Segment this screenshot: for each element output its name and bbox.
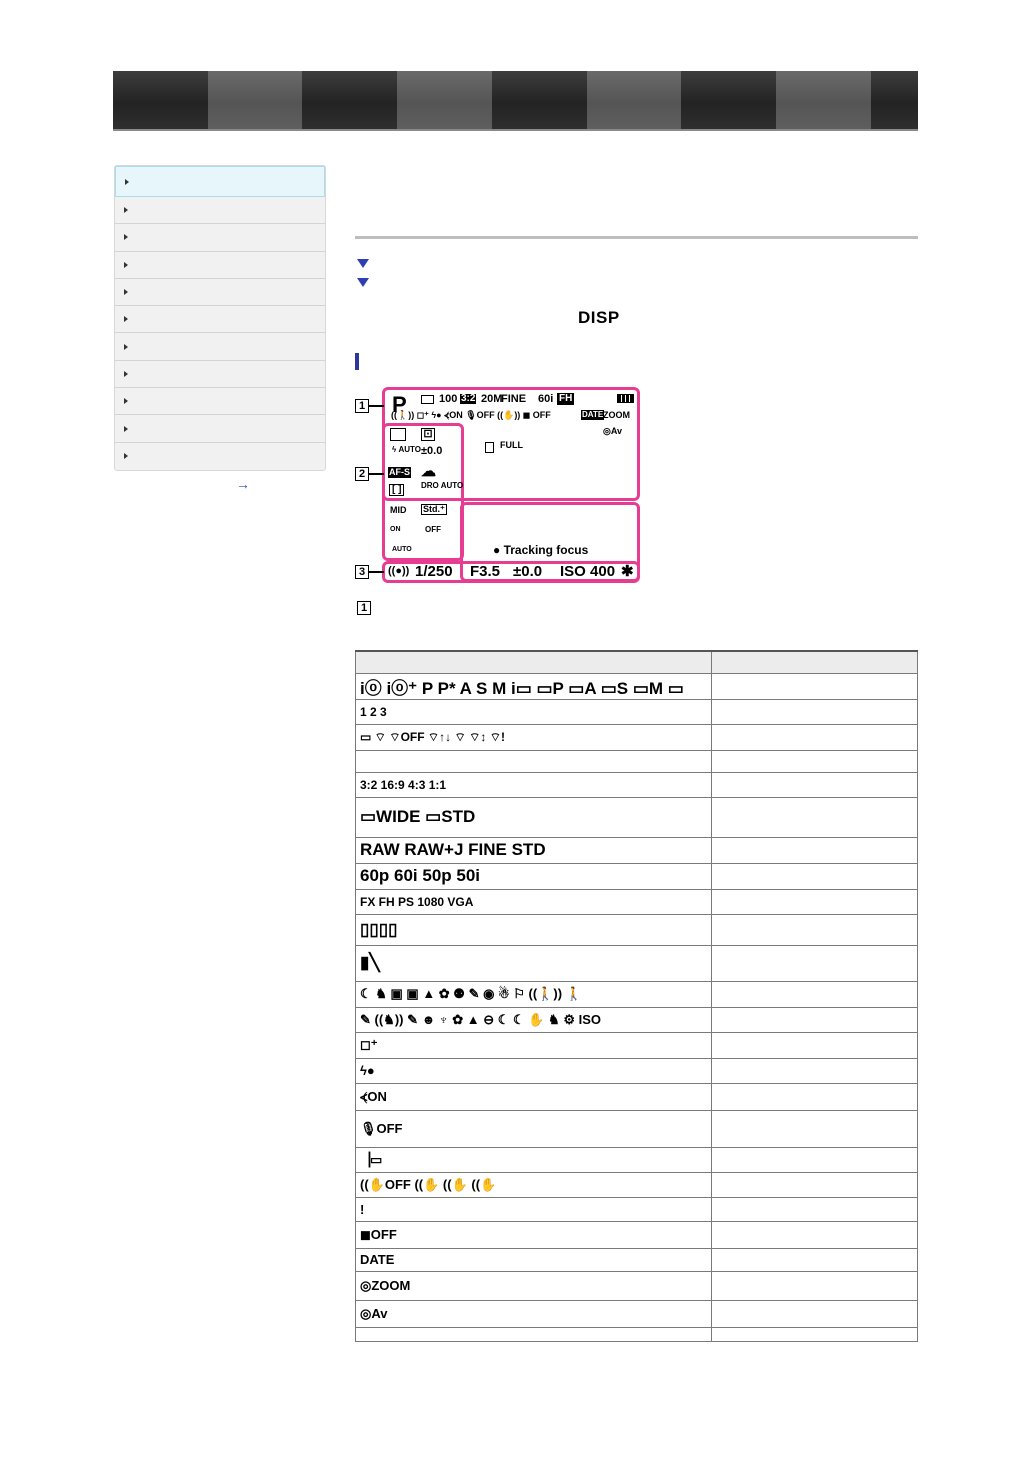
focus-area: [ ]	[389, 484, 404, 496]
icon-cell: !	[356, 1197, 712, 1221]
icon-cell: ▮╲	[356, 945, 712, 981]
description-cell	[711, 772, 917, 797]
dro-icon: DRO AUTO	[421, 481, 464, 490]
callout-leader	[369, 473, 384, 475]
table-row	[356, 837, 918, 863]
description-cell	[711, 1147, 917, 1172]
icon-cell: ◎Av	[356, 1300, 712, 1327]
callout-number: 1	[357, 601, 371, 615]
icon-cell: 60p 60i 50p 50i	[356, 863, 712, 889]
battery-icon	[617, 394, 634, 403]
shutter-speed: 1/250	[415, 563, 453, 580]
picture-effect: OFF	[425, 525, 441, 534]
description-cell	[711, 1221, 917, 1248]
table-row	[356, 1032, 918, 1058]
icon-cell: DATE	[356, 1248, 712, 1271]
icon-cell: ϟ●	[356, 1058, 712, 1083]
description-cell	[711, 750, 917, 772]
callout-number: 2	[355, 467, 369, 481]
tracking-focus: ● Tracking focus	[493, 543, 589, 557]
disp-button-label: DISP	[578, 308, 620, 327]
icon-cell: FX FH PS 1080 VGA	[356, 889, 712, 914]
iso-value: ISO 400	[560, 563, 616, 580]
table-header-row	[356, 651, 918, 673]
card-warning-icon	[485, 442, 494, 453]
aspect-ratio: 3:2	[461, 393, 476, 404]
icon-cell: ◼OFF	[356, 1221, 712, 1248]
icon-cell: ▕▭	[356, 1147, 712, 1172]
banner-segment	[113, 71, 208, 129]
description-cell	[711, 797, 917, 837]
banner-segment	[681, 71, 776, 129]
description-cell	[711, 1110, 917, 1147]
sidebar-item[interactable]	[115, 388, 325, 415]
header-banner	[113, 71, 918, 131]
description-cell	[711, 1032, 917, 1058]
aperture: F3.5	[470, 563, 501, 580]
banner-segment	[587, 71, 682, 129]
table-row	[356, 797, 918, 837]
table-row	[356, 1327, 918, 1341]
jump-link-icon[interactable]	[357, 278, 369, 287]
smart-zoom: ZOOM	[603, 410, 630, 420]
frame-rate: 60i	[538, 393, 554, 405]
description-cell	[711, 1007, 917, 1032]
icon-cell: ▭WIDE ▭STD	[356, 797, 712, 837]
icon-cell: ▭ ⌔ ⌔OFF ⌔↑↓ ⌔ ⌔↕ ⌔!	[356, 724, 712, 750]
movie-size: FH	[559, 393, 573, 404]
image-count: 100	[439, 393, 458, 405]
table-row	[356, 724, 918, 750]
table-row	[356, 1058, 918, 1083]
callout-number: 3	[355, 565, 369, 579]
callout-number: 1	[355, 399, 369, 413]
image-size: 20M	[481, 393, 503, 405]
section-heading-marker	[355, 353, 359, 370]
description-cell	[711, 1197, 917, 1221]
icon-cell: ⦓ON	[356, 1083, 712, 1110]
description-cell	[711, 699, 917, 724]
icon-cell: ◻⁺	[356, 1032, 712, 1058]
sidebar-item-active[interactable]	[115, 166, 325, 197]
description-cell	[711, 1083, 917, 1110]
table-row	[356, 945, 918, 981]
table-header-cell	[711, 651, 917, 673]
memory-card-icon	[421, 395, 434, 404]
image-quality: FINE	[501, 393, 527, 405]
description-cell	[711, 1271, 917, 1300]
table-row	[356, 1197, 918, 1221]
metering-icon: ⊡	[421, 428, 435, 441]
face-detect-icon: MID	[390, 505, 407, 515]
description-cell	[711, 1327, 917, 1341]
sidebar-item[interactable]	[115, 224, 325, 251]
flash-comp: ±0.0	[421, 445, 443, 457]
icon-cell: 3:2 16:9 4:3 1:1	[356, 772, 712, 797]
sidebar-item[interactable]	[115, 306, 325, 333]
table-row	[356, 699, 918, 724]
banner-segment	[776, 71, 871, 129]
jump-link-icon[interactable]	[357, 259, 369, 268]
table-row	[356, 772, 918, 797]
sidebar-item[interactable]	[115, 443, 325, 470]
table-row	[356, 889, 918, 914]
shake-warning: ((●))	[388, 565, 410, 577]
sidebar-item[interactable]	[115, 279, 325, 306]
callout-leader	[369, 571, 384, 573]
icon-cell: RAW RAW+J FINE STD	[356, 837, 712, 863]
description-cell	[711, 981, 917, 1007]
description-cell	[711, 889, 917, 914]
description-cell	[711, 1248, 917, 1271]
icon-cell: ((✋OFF ((✋ ((✋ ((✋	[356, 1172, 712, 1197]
table-row	[356, 1300, 918, 1327]
sidebar-nav	[114, 165, 326, 471]
description-cell	[711, 673, 917, 699]
description-cell	[711, 837, 917, 863]
callout-leader	[369, 405, 384, 407]
icon-cell: ☾ ♞ ▣ ▣ ▲ ✿ ⚉ ✎ ◉ ☃ ⚐ ((🚶)) 🚶	[356, 981, 712, 1007]
table-row	[356, 673, 918, 699]
smile-shutter: ON	[390, 526, 401, 533]
auto-framing: AUTO	[392, 546, 412, 553]
icon-cell: ✎ ((♞)) ✎ ☻ ♆ ✿ ▲ ⊖ ☾ ☾ ✋ ♞ ⚙ ISO	[356, 1007, 712, 1032]
date-imprint: DATE	[582, 410, 604, 419]
table-row	[356, 863, 918, 889]
table-row	[356, 1147, 918, 1172]
banner-segment	[302, 71, 397, 129]
description-cell	[711, 914, 917, 945]
table-row	[356, 914, 918, 945]
icon-cell	[356, 1327, 712, 1341]
icon-cell: 🎙OFF	[356, 1110, 712, 1147]
table-row	[356, 981, 918, 1007]
sidebar-item[interactable]	[115, 333, 325, 360]
title-rule	[355, 236, 918, 239]
icon-cell: ◎ZOOM	[356, 1271, 712, 1300]
description-cell	[711, 1172, 917, 1197]
table-row	[356, 1271, 918, 1300]
ae-lock-icon: ✱	[621, 563, 634, 580]
exposure-comp: ±0.0	[513, 563, 543, 580]
sidebar-item[interactable]	[115, 197, 325, 224]
table-row	[356, 1083, 918, 1110]
sidebar-item[interactable]	[115, 415, 325, 442]
description-cell	[711, 1300, 917, 1327]
description-cell	[711, 945, 917, 981]
table-row	[356, 750, 918, 772]
sidebar-item[interactable]	[115, 361, 325, 388]
white-balance-icon: ☁	[421, 463, 436, 480]
drive-mode-icon	[390, 428, 406, 441]
description-cell	[711, 724, 917, 750]
description-cell	[711, 1058, 917, 1083]
buffer-icon: FULL	[500, 440, 523, 450]
creative-style: Std.⁺	[423, 504, 445, 514]
shooting-mode: P	[392, 392, 407, 417]
display-icons-table	[355, 650, 918, 1342]
banner-segment	[492, 71, 587, 129]
icon-cell: ▯▯▯▯	[356, 914, 712, 945]
table-header-cell	[356, 651, 712, 673]
banner-segment	[397, 71, 492, 129]
banner-segment	[208, 71, 303, 129]
table-row	[356, 1172, 918, 1197]
sidebar-item[interactable]	[115, 252, 325, 279]
table-row	[356, 1248, 918, 1271]
table-row	[356, 1110, 918, 1147]
table-row	[356, 1007, 918, 1032]
table-row	[356, 1221, 918, 1248]
icon-cell: 1 2 3	[356, 699, 712, 724]
dial-av: ◎Av	[603, 426, 623, 436]
icon-cell: iⓞ iⓞ⁺ P P* A S M i▭ ▭P ▭A ▭S ▭M ▭	[356, 673, 712, 699]
banner-segment	[871, 71, 918, 129]
icon-cell	[356, 750, 712, 772]
description-cell	[711, 863, 917, 889]
monitor-display-diagram	[355, 386, 641, 586]
flash-mode-icon: ϟ AUTO	[392, 445, 421, 454]
focus-mode: AF-S	[389, 467, 410, 477]
status-icons-row: ((🚶)) ◻⁺ ϟ● ⦓ON 🎙OFF ((✋)) ◼ OFF	[391, 410, 551, 420]
more-arrow-icon[interactable]: →	[236, 476, 250, 492]
